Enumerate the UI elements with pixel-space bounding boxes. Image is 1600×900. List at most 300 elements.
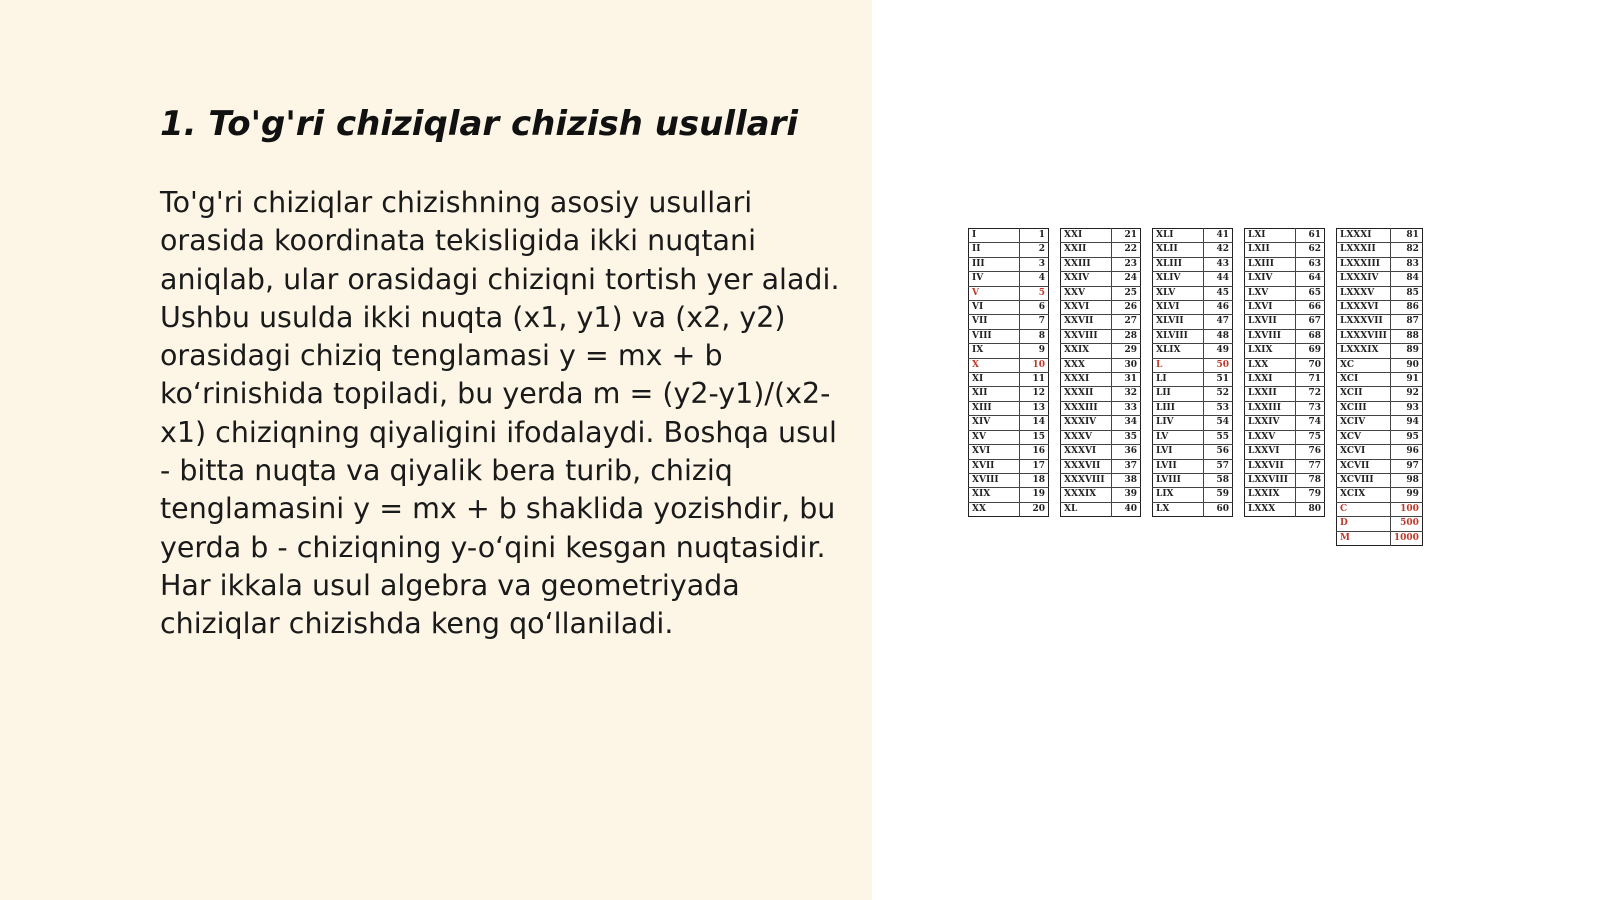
roman-numeral-cell: LXIV: [1245, 272, 1296, 286]
table-row: [969, 387, 1049, 401]
table-row: [1245, 473, 1325, 487]
roman-numeral-cell: LXX: [1245, 358, 1296, 372]
roman-numeral-cell: XCIV: [1337, 416, 1391, 430]
roman-numeral-cell: XLVIII: [1153, 329, 1204, 343]
arabic-number-cell: 97: [1390, 459, 1422, 473]
roman-numeral-table-image: [968, 228, 1423, 546]
roman-numeral-cell: LXXV: [1245, 430, 1296, 444]
table-row: [1337, 387, 1423, 401]
roman-numeral-cell: XVII: [969, 459, 1020, 473]
slide-heading: 1. To'g'ri chiziqlar chizish usullari: [160, 104, 799, 144]
roman-numeral-cell: XLIII: [1153, 257, 1204, 271]
roman-numeral-cell: LXVI: [1245, 301, 1296, 315]
roman-numeral-cell: XCIII: [1337, 401, 1391, 415]
table-row: [1245, 358, 1325, 372]
arabic-number-cell: 17: [1020, 459, 1049, 473]
arabic-number-cell: 66: [1296, 301, 1325, 315]
table-row: [1337, 358, 1423, 372]
table-row: [1153, 344, 1233, 358]
roman-numeral-cell: LXXXIV: [1337, 272, 1391, 286]
table-row: [969, 243, 1049, 257]
roman-numeral-cell: L: [1153, 358, 1204, 372]
arabic-number-cell: 74: [1296, 416, 1325, 430]
table-row: [1061, 272, 1141, 286]
table-row: [1337, 401, 1423, 415]
roman-numeral-cell: LXXVIII: [1245, 473, 1296, 487]
numeral-table: [968, 228, 1049, 517]
table-row: [1245, 373, 1325, 387]
arabic-number-cell: 50: [1204, 358, 1233, 372]
table-row: [1337, 459, 1423, 473]
arabic-number-cell: 86: [1390, 301, 1422, 315]
table-row: [1061, 358, 1141, 372]
arabic-number-cell: 83: [1390, 257, 1422, 271]
arabic-number-cell: 14: [1020, 416, 1049, 430]
arabic-number-cell: 29: [1112, 344, 1141, 358]
roman-numeral-cell: XLIV: [1153, 272, 1204, 286]
table-row: [1153, 430, 1233, 444]
arabic-number-cell: 30: [1112, 358, 1141, 372]
table-row: [1245, 488, 1325, 502]
table-row: [1245, 430, 1325, 444]
roman-numeral-cell: XXVI: [1061, 301, 1112, 315]
arabic-number-cell: 64: [1296, 272, 1325, 286]
table-row: [1337, 315, 1423, 329]
arabic-number-cell: 1000: [1390, 531, 1422, 545]
arabic-number-cell: 80: [1296, 502, 1325, 516]
roman-numeral-cell: M: [1337, 531, 1391, 545]
arabic-number-cell: 45: [1204, 286, 1233, 300]
roman-numeral-cell: LX: [1153, 502, 1204, 516]
table-row: [1337, 243, 1423, 257]
table-row: [1061, 430, 1141, 444]
table-row: [969, 488, 1049, 502]
table-row: [1337, 473, 1423, 487]
table-row: [1337, 272, 1423, 286]
roman-numeral-cell: XXIX: [1061, 344, 1112, 358]
roman-numeral-cell: LXXXI: [1337, 229, 1391, 243]
roman-numeral-cell: I: [969, 229, 1020, 243]
table-row: [1061, 502, 1141, 516]
table-row: [1061, 387, 1141, 401]
arabic-number-cell: 7: [1020, 315, 1049, 329]
arabic-number-cell: 44: [1204, 272, 1233, 286]
roman-numeral-cell: LXXXVI: [1337, 301, 1391, 315]
roman-numeral-cell: LXI: [1245, 229, 1296, 243]
roman-numeral-cell: LXXIX: [1245, 488, 1296, 502]
arabic-number-cell: 47: [1204, 315, 1233, 329]
roman-numeral-cell: VIII: [969, 329, 1020, 343]
table-row: [1245, 315, 1325, 329]
roman-numeral-cell: LXIII: [1245, 257, 1296, 271]
arabic-number-cell: 95: [1390, 430, 1422, 444]
roman-numeral-cell: XCV: [1337, 430, 1391, 444]
roman-numeral-cell: LXVII: [1245, 315, 1296, 329]
table-row: [1061, 373, 1141, 387]
roman-numeral-cell: XXXVII: [1061, 459, 1112, 473]
table-row: [969, 416, 1049, 430]
roman-numeral-cell: LVII: [1153, 459, 1204, 473]
roman-numeral-cell: XXXIV: [1061, 416, 1112, 430]
roman-numeral-cell: XIII: [969, 401, 1020, 415]
roman-numeral-cell: XLII: [1153, 243, 1204, 257]
roman-numeral-cell: LXXII: [1245, 387, 1296, 401]
roman-numeral-cell: LXXXIX: [1337, 344, 1391, 358]
table-row: [1061, 257, 1141, 271]
table-row: [1061, 344, 1141, 358]
arabic-number-cell: 92: [1390, 387, 1422, 401]
roman-numeral-cell: XCVII: [1337, 459, 1391, 473]
arabic-number-cell: 90: [1390, 358, 1422, 372]
table-row: [969, 401, 1049, 415]
arabic-number-cell: 23: [1112, 257, 1141, 271]
arabic-number-cell: 10: [1020, 358, 1049, 372]
arabic-number-cell: 76: [1296, 445, 1325, 459]
roman-numeral-cell: XVI: [969, 445, 1020, 459]
arabic-number-cell: 54: [1204, 416, 1233, 430]
table-row: [1337, 502, 1423, 516]
roman-numeral-cell: XXII: [1061, 243, 1112, 257]
table-row: [969, 373, 1049, 387]
arabic-number-cell: 37: [1112, 459, 1141, 473]
roman-numeral-cell: XIX: [969, 488, 1020, 502]
table-row: [1061, 445, 1141, 459]
arabic-number-cell: 82: [1390, 243, 1422, 257]
arabic-number-cell: 53: [1204, 401, 1233, 415]
table-row: [1337, 229, 1423, 243]
table-row: [1061, 301, 1141, 315]
arabic-number-cell: 9: [1020, 344, 1049, 358]
table-row: [1337, 257, 1423, 271]
table-row: [969, 272, 1049, 286]
arabic-number-cell: 81: [1406, 230, 1419, 240]
roman-numeral-cell: LV: [1153, 430, 1204, 444]
arabic-number-cell: 31: [1112, 373, 1141, 387]
arabic-number-cell: 20: [1020, 502, 1049, 516]
arabic-number-cell: 73: [1296, 401, 1325, 415]
roman-numeral-cell: XXIII: [1061, 257, 1112, 271]
roman-numeral-cell: LXXX: [1245, 502, 1296, 516]
roman-numeral-cell: XXXIX: [1061, 488, 1112, 502]
table-row: [1061, 401, 1141, 415]
arabic-number-cell: 36: [1112, 445, 1141, 459]
roman-numeral-cell: XCIX: [1337, 488, 1391, 502]
table-row: [1153, 401, 1233, 415]
roman-numeral-cell: LVIII: [1153, 473, 1204, 487]
numeral-table: [1060, 228, 1141, 517]
roman-numeral-cell: XXXI: [1061, 373, 1112, 387]
roman-numeral-cell: LXII: [1245, 243, 1296, 257]
roman-numeral-cell: XXXVI: [1061, 445, 1112, 459]
arabic-number-cell: 70: [1296, 358, 1325, 372]
table-row: [1245, 243, 1325, 257]
arabic-number-cell: 11: [1020, 373, 1049, 387]
arabic-number-cell: 69: [1296, 344, 1325, 358]
roman-numeral-cell: XXXIII: [1061, 401, 1112, 415]
arabic-number-cell: 78: [1296, 473, 1325, 487]
roman-numeral-cell: VII: [969, 315, 1020, 329]
roman-numeral-cell: LVI: [1153, 445, 1204, 459]
roman-numeral-cell: XXXVIII: [1061, 473, 1112, 487]
arabic-number-cell: 75: [1296, 430, 1325, 444]
table-row: [1153, 459, 1233, 473]
table-row: [1245, 257, 1325, 271]
arabic-number-cell: 88: [1390, 329, 1422, 343]
arabic-number-cell: 58: [1204, 473, 1233, 487]
table-row: [1061, 329, 1141, 343]
roman-numeral-cell: XX: [969, 502, 1020, 516]
table-row: [969, 315, 1049, 329]
roman-numeral-cell: XLVII: [1153, 315, 1204, 329]
roman-numeral-cell: XIV: [969, 416, 1020, 430]
arabic-number-cell: 28: [1112, 329, 1141, 343]
arabic-number-cell: 79: [1296, 488, 1325, 502]
arabic-number-cell: 93: [1390, 401, 1422, 415]
arabic-number-cell: 33: [1112, 401, 1141, 415]
table-row: [1245, 286, 1325, 300]
table-row: [1153, 315, 1233, 329]
table-row: [1245, 344, 1325, 358]
arabic-number-cell: 52: [1204, 387, 1233, 401]
table-row: [1245, 459, 1325, 473]
arabic-number-cell: 94: [1390, 416, 1422, 430]
arabic-number-cell: 22: [1112, 243, 1141, 257]
table-row: [1337, 373, 1423, 387]
table-row: [1245, 301, 1325, 315]
arabic-number-cell: 18: [1020, 473, 1049, 487]
arabic-number-cell: 42: [1204, 243, 1233, 257]
roman-numeral-cell: XII: [969, 387, 1020, 401]
table-row: [1337, 488, 1423, 502]
arabic-number-cell: 4: [1020, 272, 1049, 286]
slide-body-text: To'g'ri chiziqlar chizishning asosiy usullari orasida koordinata tekisligida ikki nuqtani aniqlab, ular orasidagi chiziqni tortish yer aladi. Ushbu usulda ikki nuqta (x1, y1) va (x2, y2) orasidagi chiziq tenglamasi y = mx + b ko‘rinishida topiladi, bu yerda m = (y2-y1)/(x2-x1) chiziqning qiyaligini ifodalaydi. Boshqa usul - bitta nuqta va qiyalik bera turib, chiziq tenglamasini y = mx + b shaklida yozishdir, bu yerda b - chiziqning y-o‘qini kesgan nuqtasidir. Har ikkala usul algebra va geometriyada chiziqlar chizishda keng qo‘llaniladi.: [160, 186, 840, 641]
arabic-number-cell: 27: [1112, 315, 1141, 329]
table-row: [1061, 416, 1141, 430]
arabic-number-cell: 46: [1204, 301, 1233, 315]
table-row: [1153, 272, 1233, 286]
table-row: [969, 301, 1049, 315]
arabic-number-cell: 68: [1296, 329, 1325, 343]
arabic-number-cell: 51: [1204, 373, 1233, 387]
roman-numeral-cell: XXI: [1061, 229, 1112, 243]
roman-numeral-cell: XXXII: [1061, 387, 1112, 401]
roman-numeral-cell: IV: [969, 272, 1020, 286]
arabic-number-cell: 1: [1038, 230, 1045, 240]
table-row: [1061, 488, 1141, 502]
arabic-number-cell: 48: [1204, 329, 1233, 343]
arabic-number-cell: 65: [1296, 286, 1325, 300]
roman-numeral-cell: XCII: [1337, 387, 1391, 401]
arabic-number-cell: 63: [1296, 257, 1325, 271]
table-row: [1153, 416, 1233, 430]
table-row: [1337, 445, 1423, 459]
roman-numeral-cell: XLI: [1153, 229, 1204, 243]
table-row: [1245, 387, 1325, 401]
arabic-number-cell: 85: [1390, 286, 1422, 300]
table-row: [969, 358, 1049, 372]
roman-numeral-cell: XXV: [1061, 286, 1112, 300]
arabic-number-cell: 100: [1390, 502, 1422, 516]
table-row: [1245, 502, 1325, 516]
arabic-number-cell: 8: [1020, 329, 1049, 343]
table-row: [1245, 416, 1325, 430]
table-row: [1153, 301, 1233, 315]
arabic-number-cell: 25: [1112, 286, 1141, 300]
roman-numeral-cell: XLV: [1153, 286, 1204, 300]
roman-numeral-cell: LXXVI: [1245, 445, 1296, 459]
roman-numeral-cell: IX: [969, 344, 1020, 358]
roman-numeral-cell: XXXV: [1061, 430, 1112, 444]
table-row: [969, 257, 1049, 271]
arabic-number-cell: 62: [1296, 243, 1325, 257]
arabic-number-cell: 84: [1390, 272, 1422, 286]
table-row: [1061, 473, 1141, 487]
table-row: [969, 459, 1049, 473]
roman-numeral-cell: XVIII: [969, 473, 1020, 487]
table-row: [1153, 445, 1233, 459]
roman-numeral-cell: XXIV: [1061, 272, 1112, 286]
arabic-number-cell: 500: [1390, 517, 1422, 531]
numeral-table: [1152, 228, 1233, 517]
arabic-number-cell: 35: [1112, 430, 1141, 444]
arabic-number-cell: 60: [1204, 502, 1233, 516]
roman-numeral-cell: XXVIII: [1061, 329, 1112, 343]
roman-numeral-cell: V: [969, 286, 1020, 300]
table-row: [969, 329, 1049, 343]
arabic-number-cell: 59: [1204, 488, 1233, 502]
table-row: [1153, 257, 1233, 271]
roman-numeral-cell: LXXXVII: [1337, 315, 1391, 329]
roman-numeral-cell: X: [969, 358, 1020, 372]
roman-numeral-cell: XV: [969, 430, 1020, 444]
table-row: [1153, 502, 1233, 516]
roman-numeral-cell: III: [969, 257, 1020, 271]
arabic-number-cell: 87: [1390, 315, 1422, 329]
roman-numeral-cell: C: [1337, 502, 1391, 516]
arabic-number-cell: 43: [1204, 257, 1233, 271]
roman-numeral-cell: XCVIII: [1337, 473, 1391, 487]
table-row: [1337, 344, 1423, 358]
arabic-number-cell: 16: [1020, 445, 1049, 459]
table-row: [1061, 459, 1141, 473]
arabic-number-cell: 32: [1112, 387, 1141, 401]
arabic-number-cell: 89: [1390, 344, 1422, 358]
table-row: [1337, 329, 1423, 343]
roman-numeral-cell: II: [969, 243, 1020, 257]
table-row: [1337, 517, 1423, 531]
arabic-number-cell: 49: [1204, 344, 1233, 358]
roman-numeral-cell: LXXI: [1245, 373, 1296, 387]
arabic-number-cell: 91: [1390, 373, 1422, 387]
roman-numeral-cell: LXXIV: [1245, 416, 1296, 430]
table-row: [1337, 531, 1423, 545]
table-row: [1061, 229, 1141, 243]
arabic-number-cell: 24: [1112, 272, 1141, 286]
table-row: [969, 430, 1049, 444]
roman-numeral-cell: LXXVII: [1245, 459, 1296, 473]
arabic-number-cell: 6: [1020, 301, 1049, 315]
table-row: [1153, 229, 1233, 243]
roman-numeral-cell: LIX: [1153, 488, 1204, 502]
roman-numeral-cell: LXIX: [1245, 344, 1296, 358]
roman-numeral-cell: VI: [969, 301, 1020, 315]
arabic-number-cell: 2: [1020, 243, 1049, 257]
arabic-number-cell: 55: [1204, 430, 1233, 444]
roman-numeral-cell: LXXIII: [1245, 401, 1296, 415]
table-row: [969, 344, 1049, 358]
arabic-number-cell: 99: [1390, 488, 1422, 502]
arabic-number-cell: 34: [1112, 416, 1141, 430]
table-row: [1245, 445, 1325, 459]
arabic-number-cell: 72: [1296, 387, 1325, 401]
table-row: [1245, 229, 1325, 243]
table-row: [1245, 272, 1325, 286]
table-row: [1153, 286, 1233, 300]
table-row: [1153, 488, 1233, 502]
arabic-number-cell: 15: [1020, 430, 1049, 444]
arabic-number-cell: 12: [1020, 387, 1049, 401]
arabic-number-cell: 21: [1124, 230, 1137, 240]
roman-numeral-cell: XC: [1337, 358, 1391, 372]
arabic-number-cell: 39: [1112, 488, 1141, 502]
arabic-number-cell: 67: [1296, 315, 1325, 329]
roman-numeral-cell: XL: [1061, 502, 1112, 516]
roman-numeral-cell: LII: [1153, 387, 1204, 401]
roman-numeral-cell: XXVII: [1061, 315, 1112, 329]
table-row: [1337, 416, 1423, 430]
roman-numeral-cell: XCVI: [1337, 445, 1391, 459]
table-row: [1337, 430, 1423, 444]
roman-numeral-cell: XI: [969, 373, 1020, 387]
table-row: [1153, 473, 1233, 487]
table-row: [1153, 387, 1233, 401]
roman-numeral-cell: XXX: [1061, 358, 1112, 372]
table-row: [969, 286, 1049, 300]
roman-numeral-cell: LXXXV: [1337, 286, 1391, 300]
table-row: [1337, 301, 1423, 315]
roman-numeral-cell: D: [1337, 517, 1391, 531]
table-row: [969, 229, 1049, 243]
table-row: [1061, 243, 1141, 257]
roman-numeral-cell: XLIX: [1153, 344, 1204, 358]
table-row: [1245, 329, 1325, 343]
roman-numeral-cell: LIV: [1153, 416, 1204, 430]
table-row: [1153, 243, 1233, 257]
arabic-number-cell: 96: [1390, 445, 1422, 459]
arabic-number-cell: 56: [1204, 445, 1233, 459]
arabic-number-cell: 71: [1296, 373, 1325, 387]
arabic-number-cell: 13: [1020, 401, 1049, 415]
numeral-table: [1244, 228, 1325, 517]
roman-numeral-cell: LIII: [1153, 401, 1204, 415]
roman-numeral-cell: LXXXVIII: [1337, 329, 1391, 343]
arabic-number-cell: 77: [1296, 459, 1325, 473]
roman-numeral-cell: LXV: [1245, 286, 1296, 300]
roman-numeral-cell: LI: [1153, 373, 1204, 387]
arabic-number-cell: 57: [1204, 459, 1233, 473]
roman-numeral-cell: LXXXII: [1337, 243, 1391, 257]
arabic-number-cell: 38: [1112, 473, 1141, 487]
arabic-number-cell: 5: [1020, 286, 1049, 300]
roman-numeral-cell: LXXXIII: [1337, 257, 1391, 271]
arabic-number-cell: 3: [1020, 257, 1049, 271]
arabic-number-cell: 26: [1112, 301, 1141, 315]
arabic-number-cell: 41: [1216, 230, 1229, 240]
arabic-number-cell: 61: [1308, 230, 1321, 240]
table-row: [1153, 373, 1233, 387]
table-row: [1337, 286, 1423, 300]
roman-numeral-cell: LXVIII: [1245, 329, 1296, 343]
